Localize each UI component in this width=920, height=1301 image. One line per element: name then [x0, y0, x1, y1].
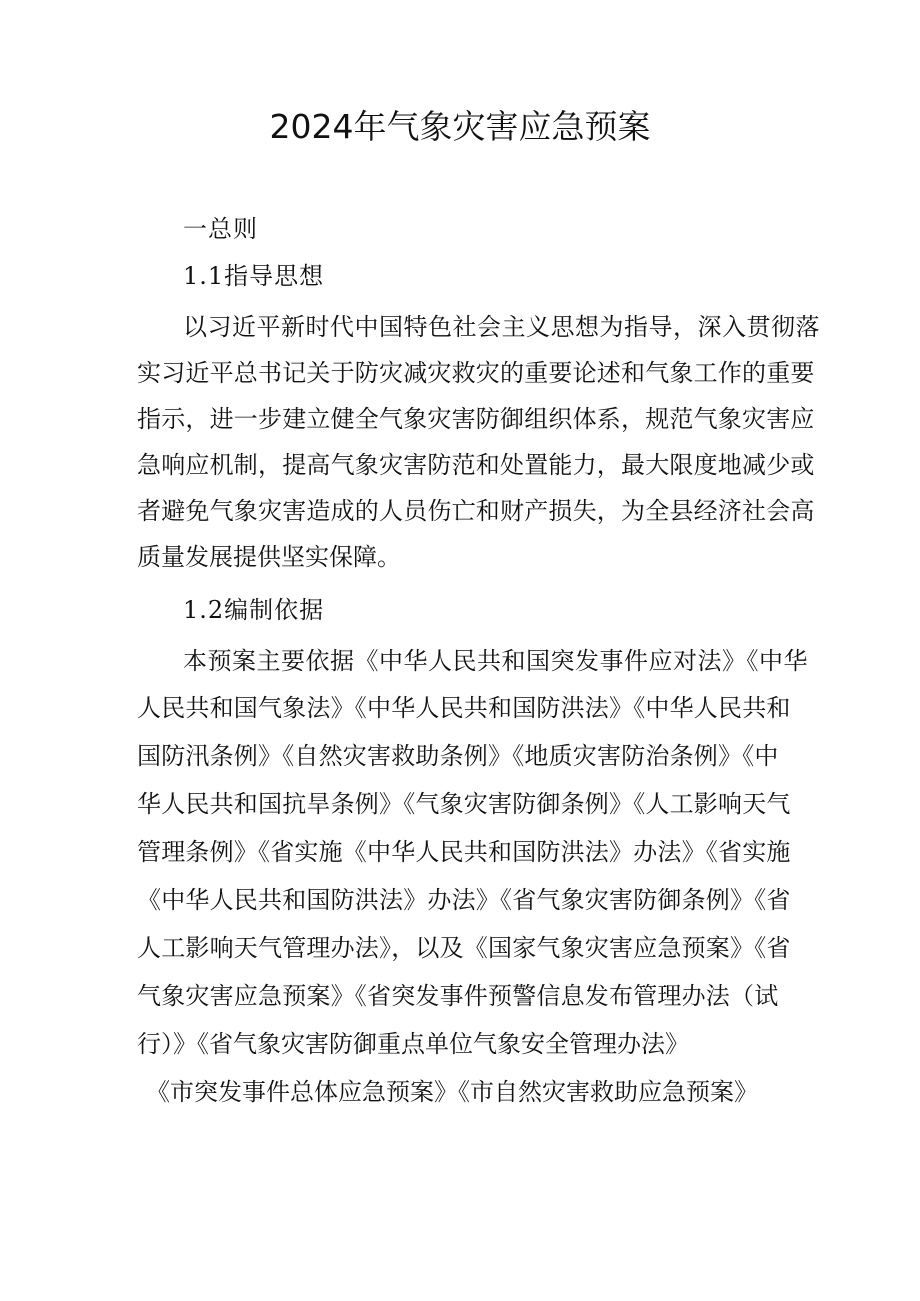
paragraph-line: 人民共和国气象法》《中华人民共和国防洪法》《中华人民共和: [137, 694, 791, 722]
paragraph-line: 气象灾害应急预案》《省突发事件预警信息发布管理办法（试: [137, 982, 779, 1010]
paragraph-line: 以习近平新时代中国特色社会主义思想为指导，深入贯彻落: [183, 313, 820, 341]
paragraph-line: 行）》《省气象灾害防御重点单位气象安全管理办法》: [137, 1030, 689, 1058]
paragraph-line: 急响应机制，提高气象灾害防范和处置能力，最大限度地减少或: [137, 451, 815, 479]
paragraph-line: 《中华人民共和国防洪法》办法》《省气象灾害防御条例》《省: [137, 886, 791, 914]
paragraph-line: 本预案主要依据《中华人民共和国突发事件应对法》《中华: [183, 647, 808, 675]
paragraph-line: 管理条例》《省实施《中华人民共和国防洪法》办法》《省实施: [137, 838, 791, 866]
paragraph-line: 华人民共和国抗旱条例》《气象灾害防御条例》《人工影响天气: [137, 790, 791, 818]
section-heading-general: 一总则: [183, 215, 258, 243]
paragraph-line: 实习近平总书记关于防灾减灾救灾的重要论述和气象工作的重要: [137, 359, 815, 387]
section-heading-1-1: 1.1指导思想: [183, 262, 325, 290]
paragraph-line: 指示，进一步建立健全气象灾害防御组织体系，规范气象灾害应: [137, 405, 815, 433]
paragraph-line: 《市突发事件总体应急预案》《市自然灾害救助应急预案》: [146, 1078, 758, 1106]
paragraph-line: 国防汛条例》《自然灾害救助条例》《地质灾害防治条例》《中: [137, 742, 779, 770]
paragraph-line: 人工影响天气管理办法》，以及《国家气象灾害应急预案》《省: [137, 934, 791, 962]
paragraph-line: 者避免气象灾害造成的人员伤亡和财产损失，为全县经济社会高: [137, 497, 815, 525]
paragraph-line: 质量发展提供坚实保障。: [137, 543, 401, 571]
section-heading-1-2: 1.2编制依据: [183, 596, 325, 624]
document-title: 2024年气象灾害应急预案: [269, 107, 651, 146]
